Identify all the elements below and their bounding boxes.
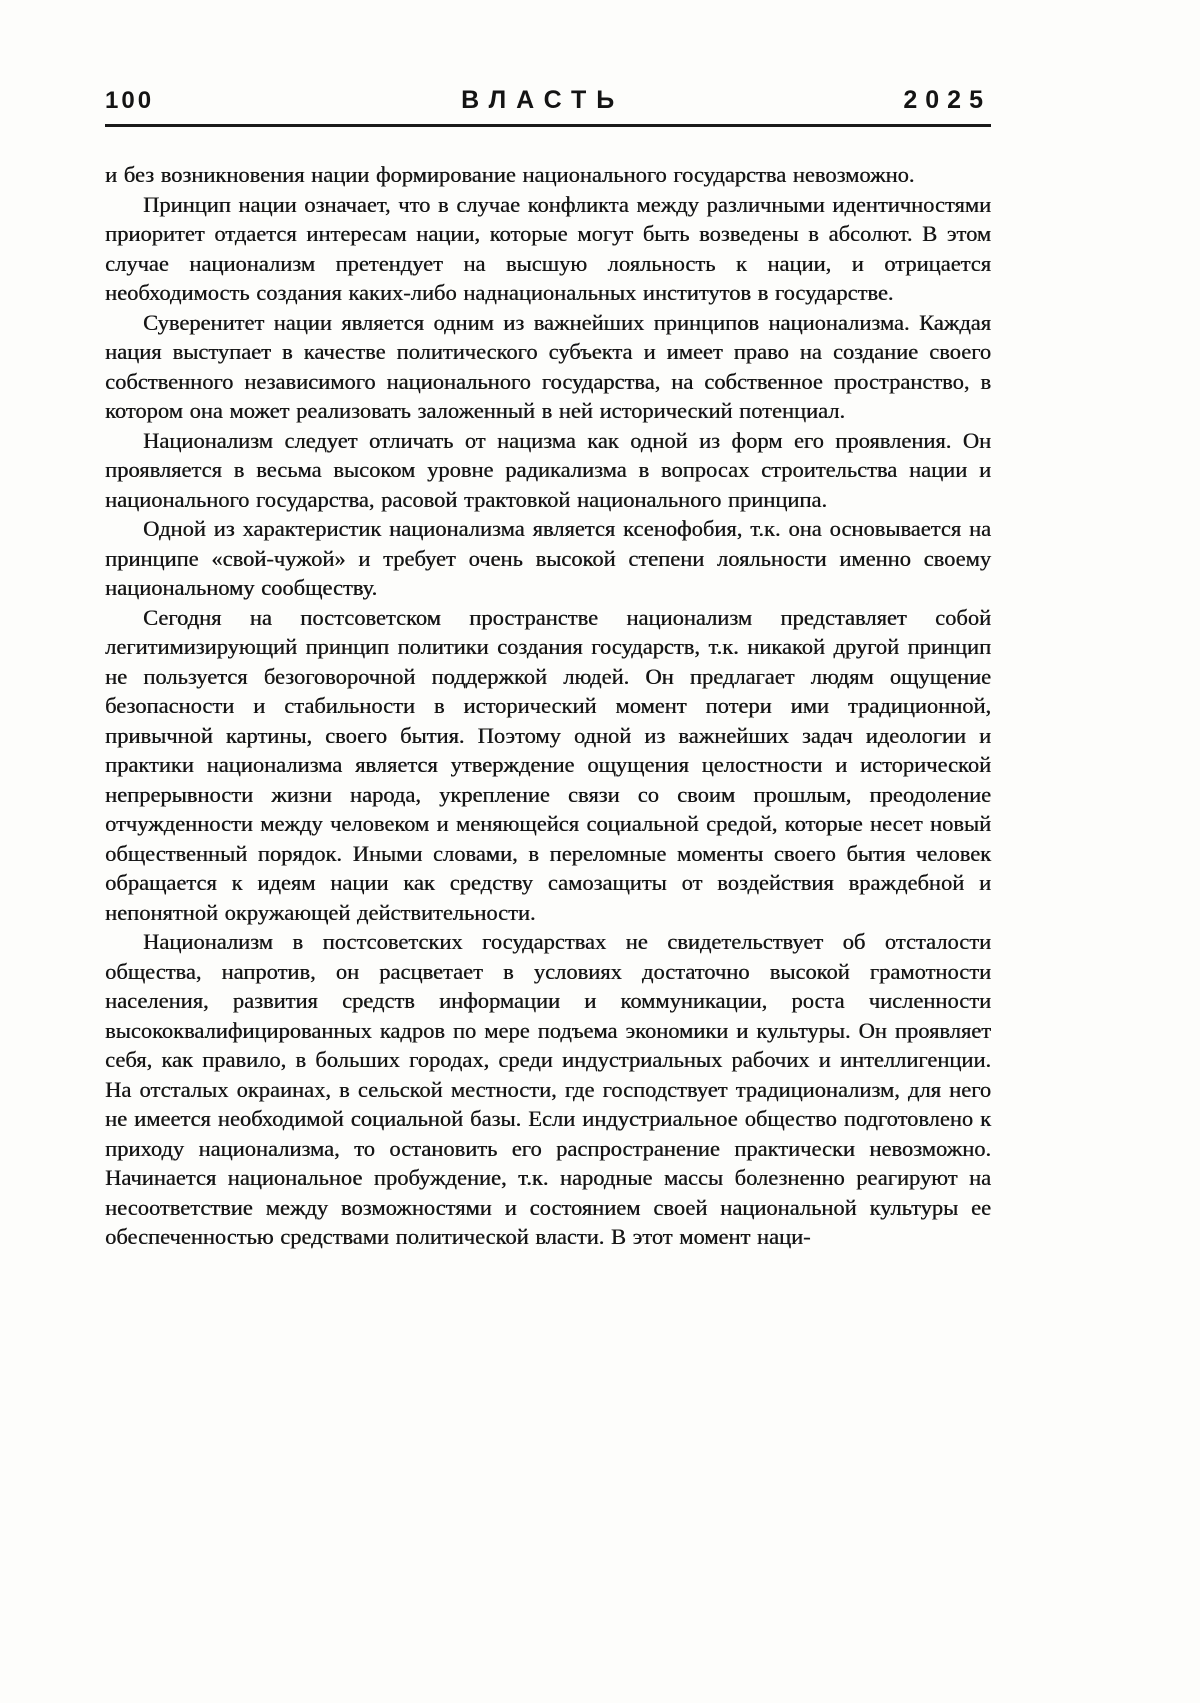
paragraph: Одной из характеристик национализма является ксенофобия, т.к. она основывается на принципе «свой-чужой» и требует очень высокой степени лояльности именно своему национальному сообществу.: [105, 516, 991, 600]
page-content: [105, 86, 991, 1252]
paragraph: Национализм следует отличать от нацизма как одной из форм его проявления. Он проявляется в весьма высоком уровне радикализма в вопросах строительства нации и национального государства, расовой трактовкой национального принципа.: [105, 427, 991, 512]
paragraph: Принцип нации означает, что в случае конфликта между различными идентичностями приоритет отдается интересам нации, которые могут быть возведены в абсолют. В этом случае национализм претендует на высшую лояльность к нации, и отрицается необходимость создания каких-либо наднациональных институтов в государстве.: [105, 191, 991, 305]
paragraph: Национализм в постсоветских государствах не свидетельствует об отсталости общества, напротив, он расцветает в условиях достаточно высокой грамотности населения, развития средств информации и коммуникации, роста численности высококвалифицированных кадров по мере подъема экономики и культуры. Он проявляет себя, как правило, в больших городах, среди индустриальных рабочих и интеллигенции. На отсталых окраинах, в сельской местности, где господствует традиционализм, для него не имеется необходимой социальной базы. Если индустриальное общество подготовлено к приходу национализма, то остановить его распространение практически невозможно. Начинается национальное пробуждение, т.к. народные массы болезненно реагируют на несоответствие между возможностями и состоянием своей национальной культуры ее обеспеченностью средствами политической власти. В этот момент наци-: [105, 929, 991, 1249]
journal-title: ВЛАСТЬ: [461, 86, 625, 114]
paragraph: и без возникновения нации формирование национального государства невозможно.: [105, 162, 915, 187]
paragraph: Сегодня на постсоветском пространстве национализм представляет собой легитимизирующий принцип политики создания государств, т.к. никакой другой принцип не пользуется безоговорочной поддержкой людей. Он предлагает людям ощущение безопасности и стабильности в исторический момент потери ими традиционной, привычной картины, своего бытия. Поэтому одной из важнейших задач идеологии и практики национализма является утверждение ощущения целостности и исторической непрерывности жизни народа, укрепление связи со своим прошлым, преодоление отчужденности между человеком и меняющейся социальной средой, которые несет новый общественный порядок. Иными словами, в переломные моменты своего бытия человек обращается к идеям нации как средству самозащиты от воздействия враждебной и непонятной окружающей действительности.: [105, 604, 991, 925]
paragraph: Суверенитет нации является одним из важнейших принципов национализма. Каждая нация выступает в качестве политического субъекта и имеет право на создание своего собственного независимого национального государства, на собственное пространство, в котором она может реализовать заложенный в ней исторический потенциал.: [105, 309, 991, 423]
article-body: [105, 160, 991, 1252]
publication-year: 2025: [903, 86, 991, 114]
page-number: 100: [105, 87, 155, 114]
running-head: [105, 86, 991, 127]
